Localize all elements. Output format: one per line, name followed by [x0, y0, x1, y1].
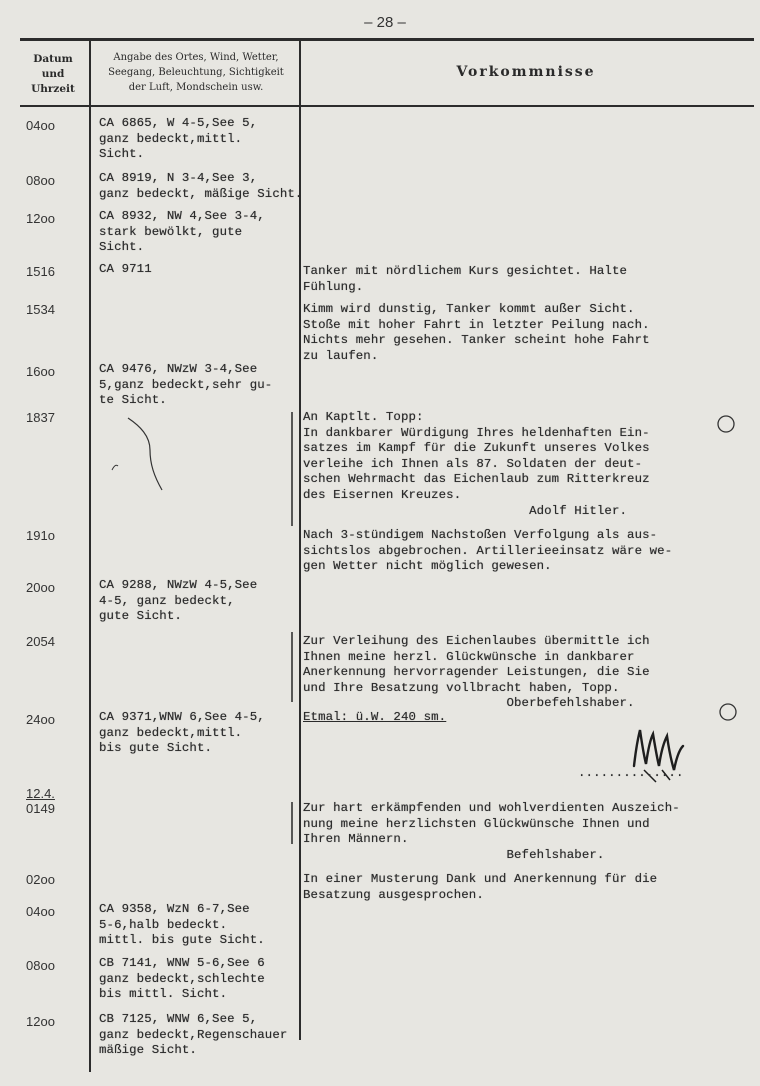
margin-bracket-icon — [286, 800, 298, 850]
entry-time: 08oo — [26, 173, 55, 188]
header-bottom-rule — [20, 105, 754, 107]
signature-line: .............. — [578, 766, 684, 780]
entry-events: In einer Musterung Dank und Anerkennung für die Besatzung ausgesprochen. — [303, 872, 658, 902]
entry-position: CA 9288, NWzW 4-5,See 4-5, ganz bedeckt, gute Sicht. — [99, 578, 258, 624]
entry-date: 12.4. — [26, 786, 55, 801]
entry-events: An Kaptlt. Topp: In dankbarer Würdigung Ihres heldenhaften Ein- satzes im Kampf für die Zukunft unseres Volkes verleihe ich Ihnen als 87. Soldaten der deut- schen Wehrmacht das Eichenlaub zum Ritterkreuz des Eisernen Kreuzes. Adolf Hitler. — [303, 410, 650, 518]
entry-time: 12oo — [26, 1014, 55, 1029]
header-position: Angabe des Ortes, Wind, Wetter, Seegang, Beleuchtung, Sichtigkeit der Luft, Mondschein usw. — [108, 52, 284, 93]
entry-time: 20oo — [26, 580, 55, 595]
entry-time: 2054 — [26, 634, 55, 649]
entry-time: 12oo — [26, 211, 55, 226]
circle-mark-icon — [716, 700, 740, 724]
entry-time: 04oo — [26, 904, 55, 919]
entry-position: CA 9371,WNW 6,See 4-5, ganz bedeckt,mittl. bis gute Sicht. — [99, 710, 265, 756]
pencil-mark-icon — [110, 410, 190, 500]
margin-bracket-icon — [286, 630, 298, 710]
entry-time: 0149 — [26, 801, 55, 816]
entry-time: 1837 — [26, 410, 55, 425]
entry-events: Tanker mit nördlichem Kurs gesichtet. Halte Fühlung. — [303, 264, 628, 294]
entry-time: 1516 — [26, 264, 55, 279]
entry-position: CA 8919, N 3-4,See 3, ganz bedeckt, mäßige Sicht. — [99, 171, 303, 201]
entry-position: CB 7141, WNW 5-6,See 6 ganz bedeckt,schlechte bis mittl. Sicht. — [99, 956, 265, 1002]
entry-time: 1534 — [26, 302, 55, 317]
entry-position: CA 6865, W 4-5,See 5, ganz bedeckt,mittl. Sicht. — [99, 116, 258, 162]
entry-time: 02oo — [26, 872, 55, 887]
entry-position: CA 9711 — [99, 262, 152, 276]
entry-position: CA 9358, WzN 6-7,See 5-6,halb bedeckt. mittl. bis gute Sicht. — [99, 902, 265, 948]
circle-mark-icon — [714, 412, 738, 436]
entry-events: Kimm wird dunstig, Tanker kommt außer Sicht. Stoße mit hoher Fahrt in letzter Peilung nach. Nichts mehr gesehen. Tanker scheint hohe Fahrt zu laufen. — [303, 302, 650, 363]
entry-time: 08oo — [26, 958, 55, 973]
entry-events: Zur hart erkämpfenden und wohlverdienten Auszeich- nung meine herzlichsten Glückwünsche Ihnen und Ihren Männern. Befehlshaber. — [303, 801, 680, 862]
table-top-rule — [20, 38, 754, 41]
entry-events: Etmal: ü.W. 240 sm. — [303, 710, 447, 724]
margin-bracket-icon — [286, 410, 298, 530]
entry-position: CB 7125, WNW 6,See 5, ganz bedeckt,Regenschauer mäßige Sicht. — [99, 1012, 288, 1058]
header-events: Vorkommnisse — [456, 64, 596, 80]
entry-position: CA 8932, NW 4,See 3-4, stark bewölkt, gute Sicht. — [99, 209, 265, 255]
page-number: – 28 – — [364, 14, 406, 31]
entry-time: 16oo — [26, 364, 55, 379]
header-time: Datum und Uhrzeit — [31, 53, 75, 95]
entry-time: 191o — [26, 528, 55, 543]
entry-events: Zur Verleihung des Eichenlaubes übermittle ich Ihnen meine herzl. Glückwünsche in dankbarer Anerkennung hervorragender Leistungen, die Sie und Ihre Besatzung vollbracht haben, Topp. Oberbefehlshaber. — [303, 634, 650, 711]
entry-position: CA 9476, NWzW 3-4,See 5,ganz bedeckt,sehr gu- te Sicht. — [99, 362, 273, 408]
entry-events: Nach 3-stündigem Nachstoßen Verfolgung als aus- sichtslos abgebrochen. Artillerieeinsatz wäre we- gen Wetter nicht möglich gewesen. — [303, 528, 673, 574]
column-divider-1 — [89, 38, 91, 1072]
entry-time: 24oo — [26, 712, 55, 727]
entry-time: 04oo — [26, 118, 55, 133]
